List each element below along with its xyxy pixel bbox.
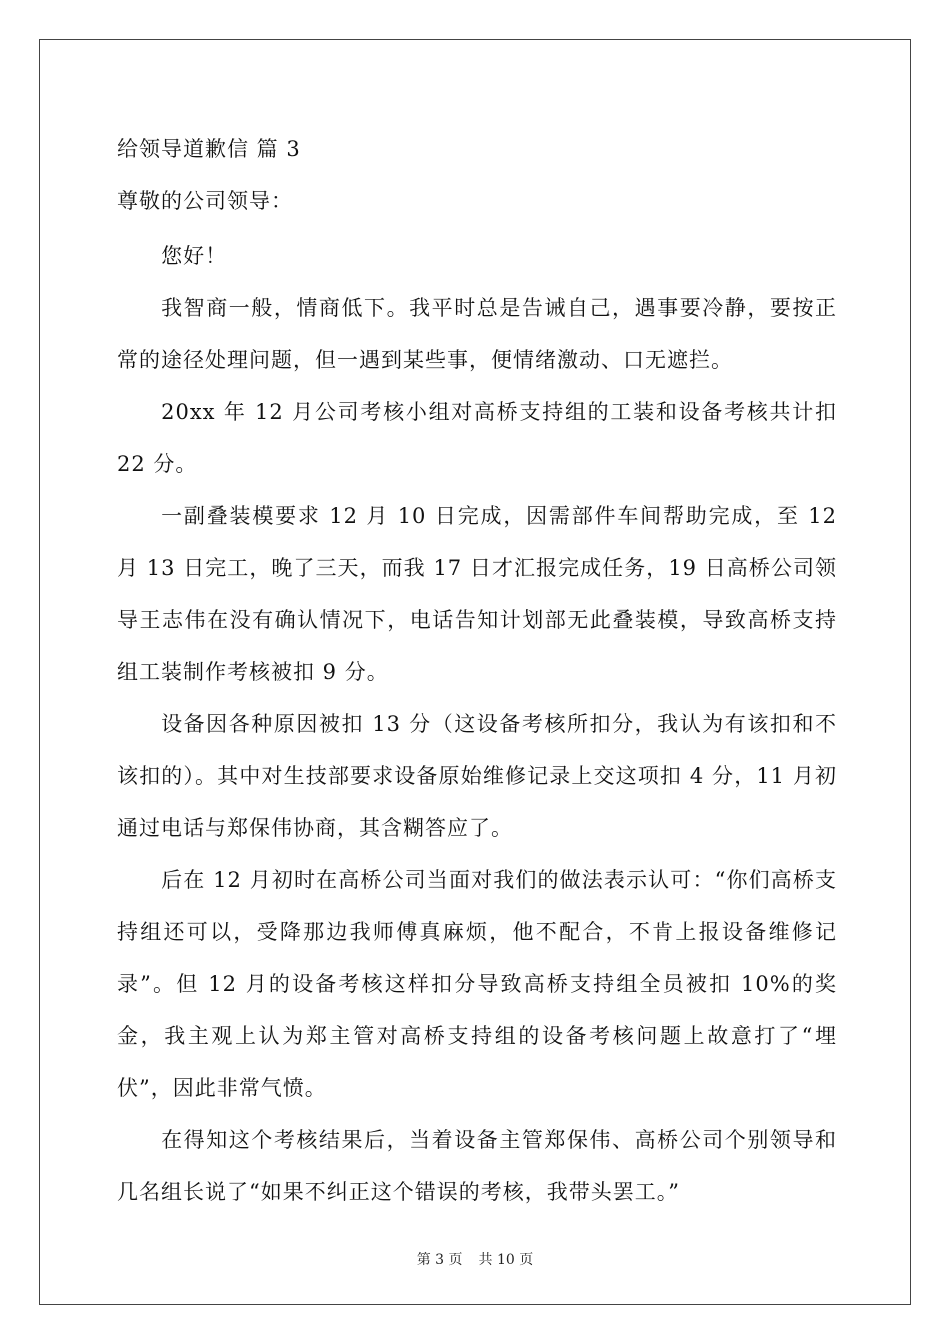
paragraph: 在得知这个考核结果后，当着设备主管郑保伟、高桥公司个别领导和几名组长说了“如果不纠正这个错误的考核，我带头罢工。” [117,1128,837,1204]
paragraph: 20xx 年 12 月公司考核小组对高桥支持组的工装和设备考核共计扣 22 分。 [117,400,837,476]
paragraph: 一副叠装模要求 12 月 10 日完成，因需部件车间帮助完成，至 12 月 13 日完工，晚了三天，而我 17 日才汇报完成任务，19 日高桥公司领导王志伟在没有确认情况下，电话告知计划部无此叠装模，导致高桥支持组工装制作考核被扣 9 分。 [117,504,837,684]
paragraph: 后在 12 月初时在高桥公司当面对我们的做法表示认可：“你们高桥支持组还可以，受降那边我师傅真麻烦，他不配合，不肯上报设备维修记录”。但 12 月的设备考核这样扣分导致高桥支持组全员被扣 10%的奖金，我主观上认为郑主管对高桥支持组的设备考核问题上故意打了“埋伏”，因此非常气愤。 [117,868,837,1100]
document-title: 给领导道歉信 篇 3 [117,137,301,161]
paragraph: 设备因各种原因被扣 13 分（这设备考核所扣分，我认为有该扣和不该扣的）。其中对生技部要求设备原始维修记录上交这项扣 4 分，11 月初通过电话与郑保伟协商，其含糊答应了。 [117,712,837,840]
paragraph-greeting: 您好！ [161,244,228,268]
page-total: 共 10 页 [478,1252,534,1268]
page-number: 第 3 页 [416,1252,463,1268]
page-footer [0,1249,950,1269]
salutation: 尊敬的公司领导： [117,189,293,213]
paragraph: 我智商一般，情商低下。我平时总是告诫自己，遇事要冷静，要按正常的途径处理问题，但一遇到某些事，便情绪激动、口无遮拦。 [117,296,837,372]
document-body [117,126,837,1218]
